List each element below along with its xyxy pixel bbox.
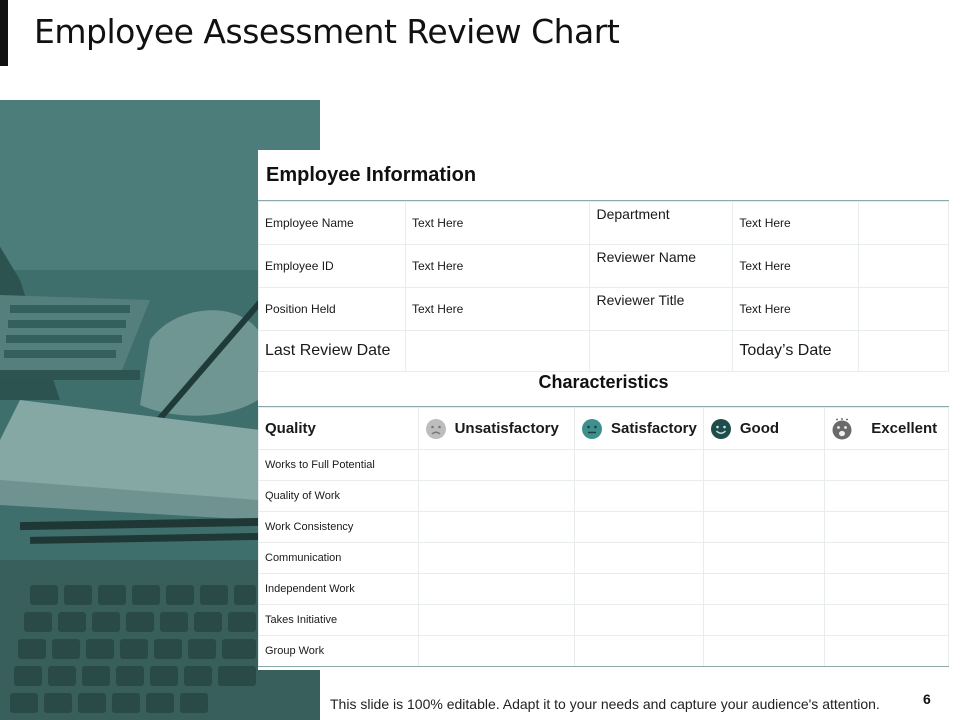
table-row [259, 245, 949, 288]
reviewer-title-value[interactable]: Text Here [733, 288, 859, 331]
unsatisfactory-cell[interactable] [418, 543, 574, 574]
excellent-label: Excellent [871, 420, 938, 437]
quality-item: Independent Work [259, 574, 419, 605]
table-row [259, 636, 949, 667]
department-label: Department [590, 202, 733, 245]
excited-face-icon [831, 418, 853, 440]
excellent-cell[interactable] [825, 481, 949, 512]
unsatisfactory-cell[interactable] [418, 512, 574, 543]
excellent-cell[interactable] [825, 543, 949, 574]
reviewer-title-label: Reviewer Title [590, 288, 733, 331]
table-row [259, 481, 949, 512]
sad-face-icon [425, 418, 447, 440]
table-row [259, 288, 949, 331]
satisfactory-cell[interactable] [574, 512, 703, 543]
empty-cell [859, 245, 949, 288]
excellent-cell[interactable] [825, 574, 949, 605]
unsatisfactory-cell[interactable] [418, 574, 574, 605]
table-row [259, 202, 949, 245]
position-held-label: Position Held [259, 288, 406, 331]
excellent-cell[interactable] [825, 605, 949, 636]
good-cell[interactable] [703, 450, 824, 481]
characteristics-table [258, 407, 949, 667]
department-value[interactable]: Text Here [733, 202, 859, 245]
satisfactory-cell[interactable] [574, 574, 703, 605]
last-review-date-label: Last Review Date [259, 331, 406, 372]
table-row [259, 450, 949, 481]
assessment-card [258, 150, 949, 670]
employee-name-label: Employee Name [259, 202, 406, 245]
satisfactory-header [574, 408, 703, 450]
empty-cell [859, 288, 949, 331]
neutral-face-icon [581, 418, 603, 440]
employee-info-table [258, 201, 949, 372]
satisfactory-cell[interactable] [574, 481, 703, 512]
excellent-cell[interactable] [825, 512, 949, 543]
unsatisfactory-cell[interactable] [418, 605, 574, 636]
table-row [259, 574, 949, 605]
empty-cell [859, 202, 949, 245]
good-cell[interactable] [703, 636, 824, 667]
table-row [259, 512, 949, 543]
page-number: 6 [923, 691, 931, 707]
todays-date-value[interactable] [859, 331, 949, 372]
employee-information-heading: Employee Information [266, 164, 477, 186]
quality-item: Work Consistency [259, 512, 419, 543]
excellent-cell[interactable] [825, 450, 949, 481]
satisfactory-cell[interactable] [574, 543, 703, 574]
good-label: Good [739, 420, 780, 437]
satisfactory-label: Satisfactory [610, 420, 697, 437]
position-held-value[interactable]: Text Here [405, 288, 590, 331]
employee-id-label: Employee ID [259, 245, 406, 288]
employee-name-value[interactable]: Text Here [405, 202, 590, 245]
satisfactory-cell[interactable] [574, 605, 703, 636]
excellent-header [825, 408, 949, 450]
title-accent-bar [0, 0, 8, 66]
table-header-row [259, 408, 949, 450]
reviewer-name-value[interactable]: Text Here [733, 245, 859, 288]
unsatisfactory-header [418, 408, 574, 450]
unsatisfactory-cell[interactable] [418, 450, 574, 481]
quality-item: Quality of Work [259, 481, 419, 512]
good-header [703, 408, 824, 450]
table-row [259, 331, 949, 372]
quality-item: Works to Full Potential [259, 450, 419, 481]
quality-header [259, 408, 419, 450]
excellent-cell[interactable] [825, 636, 949, 667]
footer-note: This slide is 100% editable. Adapt it to your needs and capture your audience's attention. [330, 696, 880, 712]
table-row [259, 605, 949, 636]
good-cell[interactable] [703, 574, 824, 605]
characteristics-heading: Characteristics [538, 372, 669, 392]
quality-item: Group Work [259, 636, 419, 667]
table-row [259, 543, 949, 574]
smile-face-icon [710, 418, 732, 440]
satisfactory-cell[interactable] [574, 450, 703, 481]
good-cell[interactable] [703, 481, 824, 512]
good-cell[interactable] [703, 512, 824, 543]
unsatisfactory-cell[interactable] [418, 481, 574, 512]
slide-title: Employee Assessment Review Chart [34, 12, 620, 51]
quality-item: Takes Initiative [259, 605, 419, 636]
good-cell[interactable] [703, 543, 824, 574]
last-review-date-value[interactable] [405, 331, 590, 372]
empty-cell [590, 331, 733, 372]
satisfactory-cell[interactable] [574, 636, 703, 667]
employee-id-value[interactable]: Text Here [405, 245, 590, 288]
unsatisfactory-label: Unsatisfactory [454, 420, 559, 437]
todays-date-label: Today’s Date [733, 331, 859, 372]
unsatisfactory-cell[interactable] [418, 636, 574, 667]
good-cell[interactable] [703, 605, 824, 636]
quality-item: Communication [259, 543, 419, 574]
reviewer-name-label: Reviewer Name [590, 245, 733, 288]
quality-header-label: Quality [265, 420, 316, 437]
